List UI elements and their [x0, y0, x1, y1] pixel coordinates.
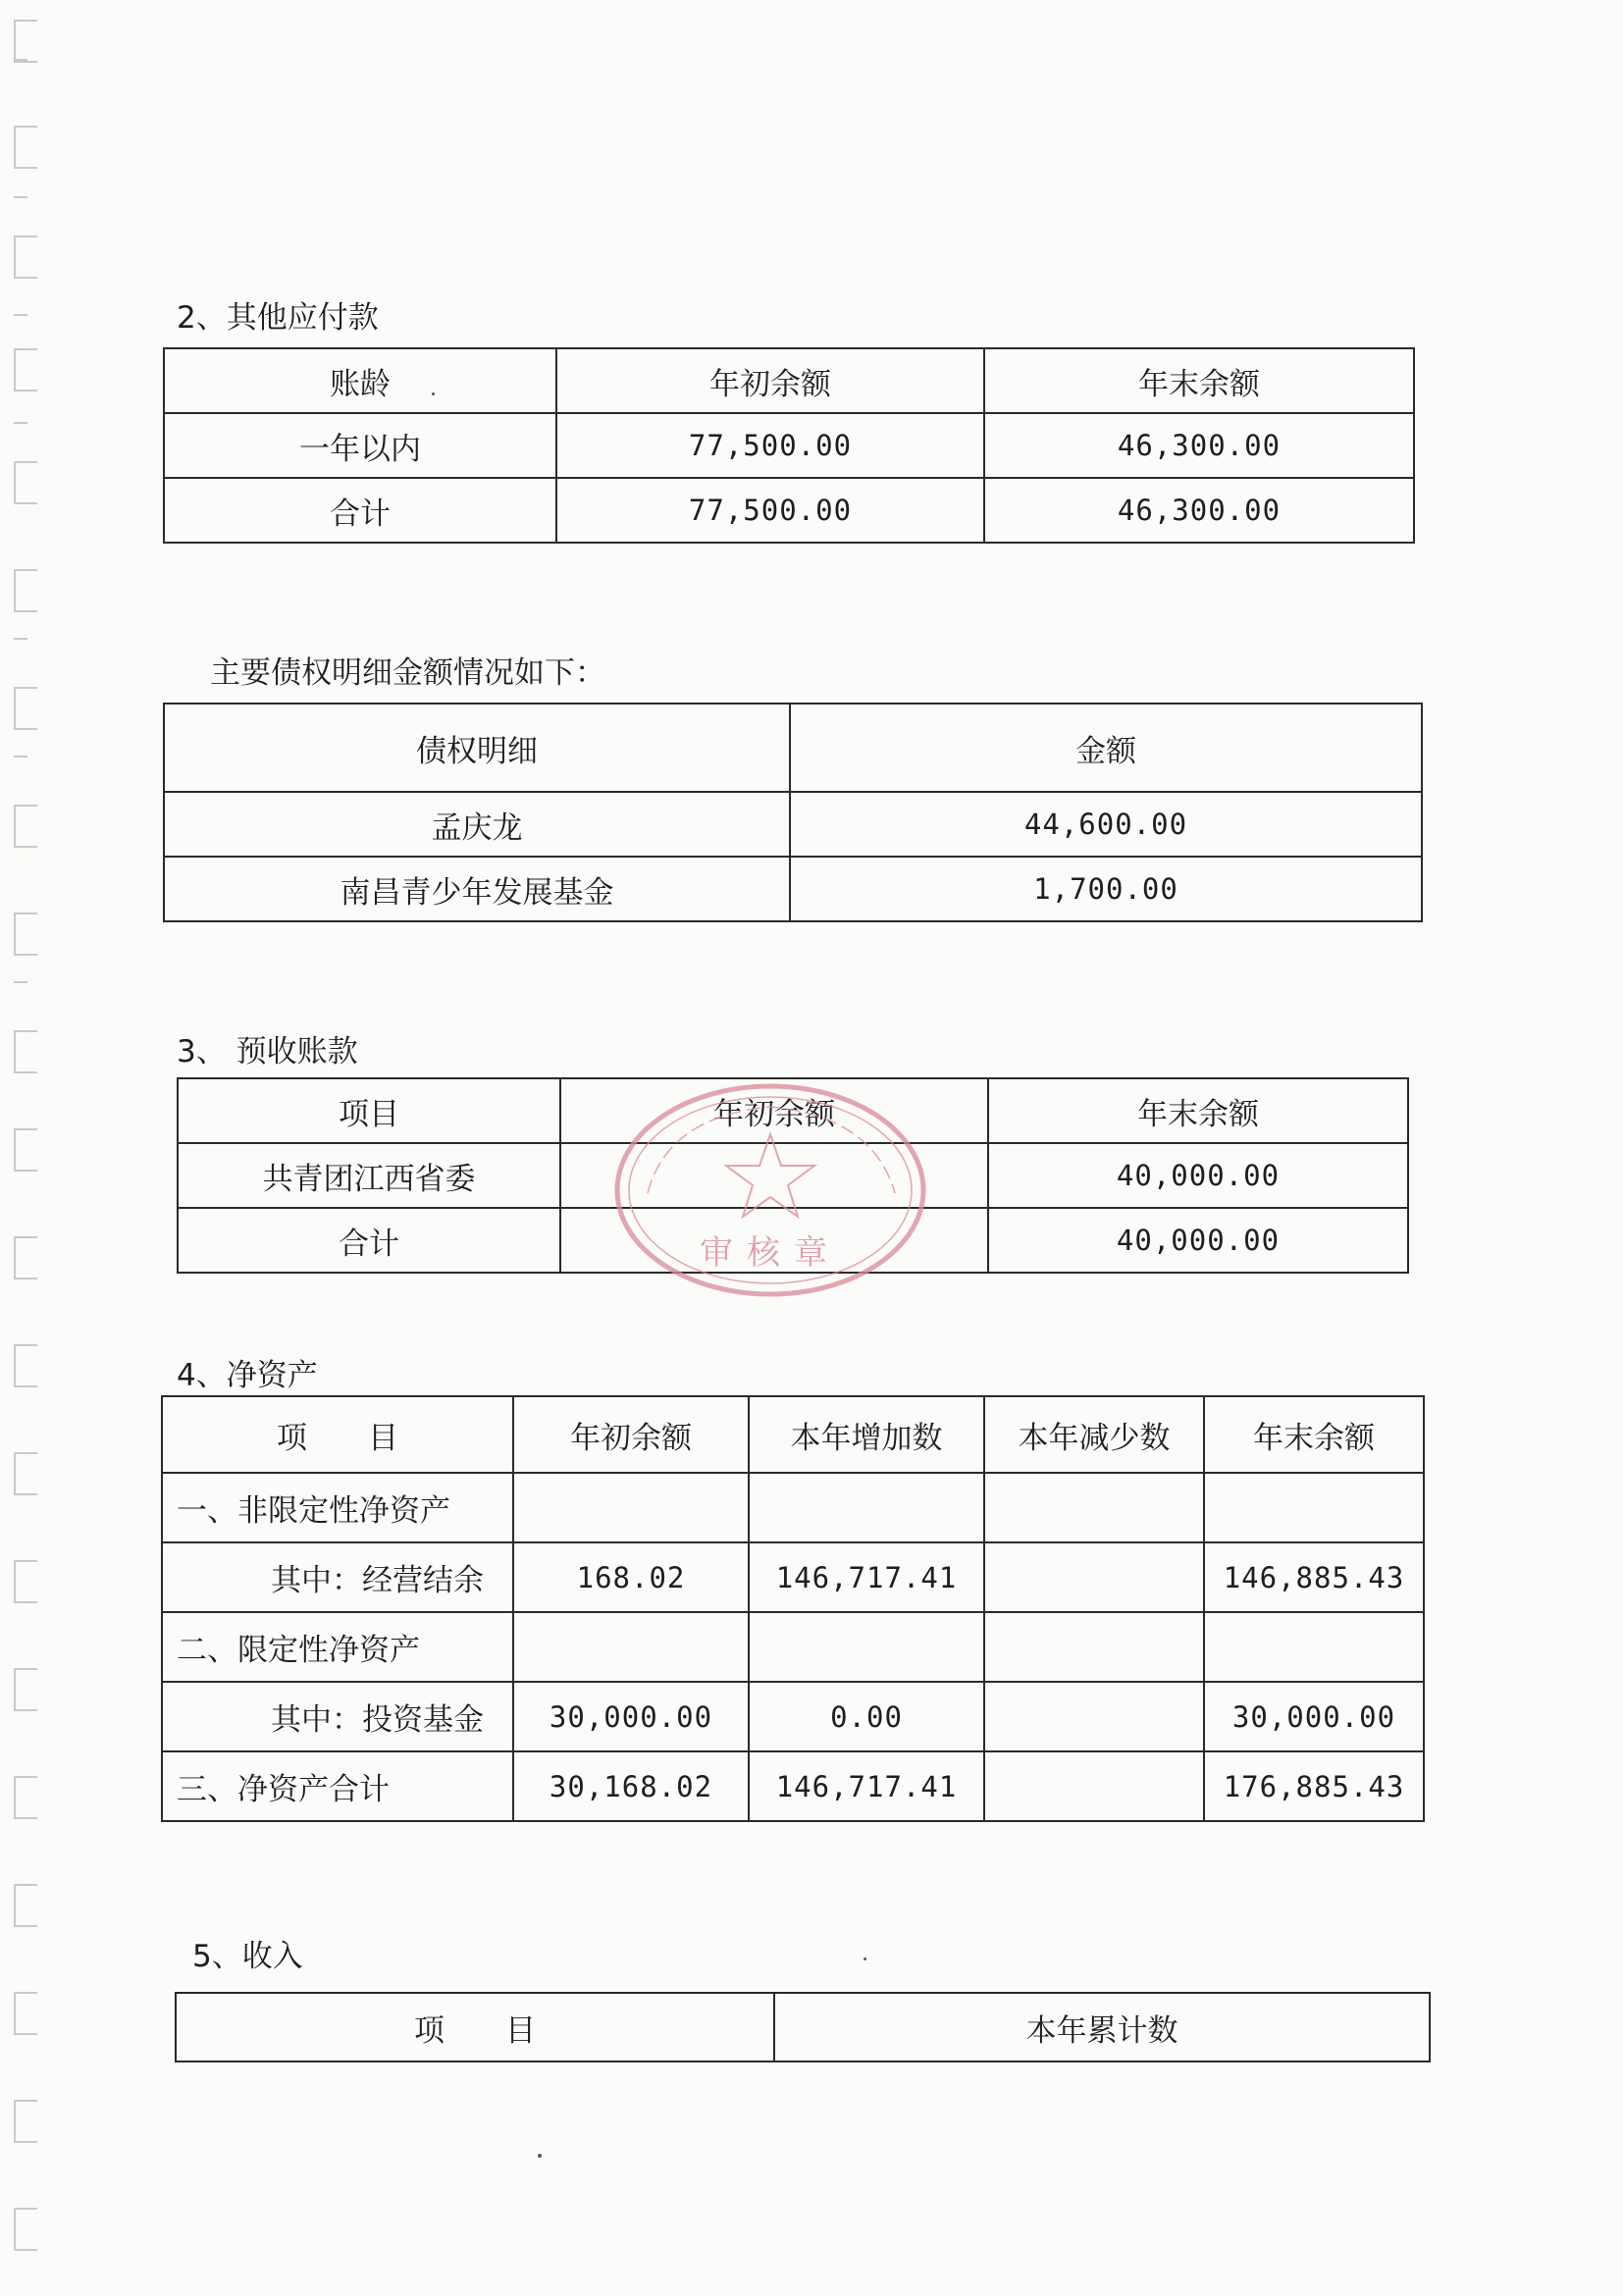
- decrease: [984, 1542, 1204, 1612]
- opening-balance: [513, 1612, 749, 1682]
- section-3-heading: 3、 预收账款: [177, 1034, 358, 1070]
- table-header-row: [178, 1078, 1408, 1143]
- closing-balance: [1204, 1473, 1424, 1542]
- opening-balance: 168.02: [513, 1542, 749, 1612]
- header-cell: 债权明细: [164, 704, 790, 792]
- table-row: [162, 1682, 1424, 1751]
- table-row: [162, 1542, 1424, 1612]
- opening-balance: 30,000.00: [513, 1682, 749, 1751]
- opening-balance: [513, 1473, 749, 1542]
- scan-speck: [538, 2154, 542, 2158]
- closing-balance: 40,000.00: [988, 1143, 1408, 1208]
- closing-balance: 46,300.00: [984, 478, 1414, 543]
- table-header-row: [176, 1993, 1430, 2061]
- opening-balance: 30,168.02: [513, 1751, 749, 1821]
- creditor-amount: 1,700.00: [790, 857, 1422, 921]
- decrease: [984, 1612, 1204, 1682]
- decrease: [984, 1473, 1204, 1542]
- section-2-heading: 2、其他应付款: [177, 300, 379, 336]
- header-cell: 年初余额: [513, 1396, 749, 1473]
- scan-speck: [864, 1957, 866, 1960]
- creditors-heading: 主要债权明细金额情况如下：: [210, 655, 605, 691]
- opening-balance: 77,500.00: [556, 478, 984, 543]
- header-cell: 年末余额: [988, 1078, 1408, 1143]
- table-row: [164, 478, 1414, 543]
- header-cell: 项 目: [162, 1396, 513, 1473]
- opening-balance: [560, 1143, 988, 1208]
- increase: 146,717.41: [749, 1542, 984, 1612]
- table-row: [164, 792, 1422, 857]
- row-label: 一年以内: [164, 413, 556, 478]
- increase: 146,717.41: [749, 1751, 984, 1821]
- row-label: 其中：经营结余: [162, 1542, 513, 1612]
- table-row: [162, 1473, 1424, 1542]
- table-row: [164, 413, 1414, 478]
- advance-receipts-table: [177, 1077, 1409, 1274]
- closing-balance: 146,885.43: [1204, 1542, 1424, 1612]
- increase: 0.00: [749, 1682, 984, 1751]
- decrease: [984, 1751, 1204, 1821]
- table-row: [162, 1751, 1424, 1821]
- header-cell: 本年累计数: [774, 1993, 1430, 2061]
- table-row: [164, 857, 1422, 921]
- row-label: 三、净资产合计: [162, 1751, 513, 1821]
- income-table: [175, 1992, 1431, 2062]
- creditors-table: [163, 703, 1423, 922]
- creditor-name: 孟庆龙: [164, 792, 790, 857]
- closing-balance: 176,885.43: [1204, 1751, 1424, 1821]
- header-cell: 账龄: [164, 348, 556, 413]
- net-assets-table: [161, 1395, 1425, 1822]
- increase: [749, 1612, 984, 1682]
- closing-balance: [1204, 1612, 1424, 1682]
- row-label: 一、非限定性净资产: [162, 1473, 513, 1542]
- closing-balance: 40,000.00: [988, 1208, 1408, 1273]
- header-cell: 本年减少数: [984, 1396, 1204, 1473]
- binding-holes: [14, 0, 43, 2296]
- closing-balance: 30,000.00: [1204, 1682, 1424, 1751]
- header-cell: 年初余额: [556, 348, 984, 413]
- decrease: [984, 1682, 1204, 1751]
- header-cell: 年末余额: [1204, 1396, 1424, 1473]
- header-cell: 金额: [790, 704, 1422, 792]
- other-payables-table: [163, 347, 1415, 544]
- table-row: [178, 1143, 1408, 1208]
- table-header-row: [164, 348, 1414, 413]
- row-label: 合计: [164, 478, 556, 543]
- header-cell: 项 目: [176, 1993, 774, 2061]
- row-label: 其中：投资基金: [162, 1682, 513, 1751]
- table-header-row: [162, 1396, 1424, 1473]
- header-cell: 年末余额: [984, 348, 1414, 413]
- opening-balance: 77,500.00: [556, 413, 984, 478]
- stamp-text: 审核章: [700, 1235, 841, 1272]
- header-cell: 本年增加数: [749, 1396, 984, 1473]
- scan-speck: [432, 392, 435, 395]
- row-label: 二、限定性净资产: [162, 1612, 513, 1682]
- row-label: 共青团江西省委: [178, 1143, 560, 1208]
- opening-balance: [560, 1208, 988, 1273]
- increase: [749, 1473, 984, 1542]
- section-5-heading: 5、收入: [192, 1939, 303, 1974]
- closing-balance: 46,300.00: [984, 413, 1414, 478]
- table-header-row: [164, 704, 1422, 792]
- header-cell: 年初余额: [560, 1078, 988, 1143]
- header-cell: 项目: [178, 1078, 560, 1143]
- creditor-name: 南昌青少年发展基金: [164, 857, 790, 921]
- section-4-heading: 4、净资产: [177, 1358, 318, 1393]
- table-row: [162, 1612, 1424, 1682]
- creditor-amount: 44,600.00: [790, 792, 1422, 857]
- table-row: [178, 1208, 1408, 1273]
- row-label: 合计: [178, 1208, 560, 1273]
